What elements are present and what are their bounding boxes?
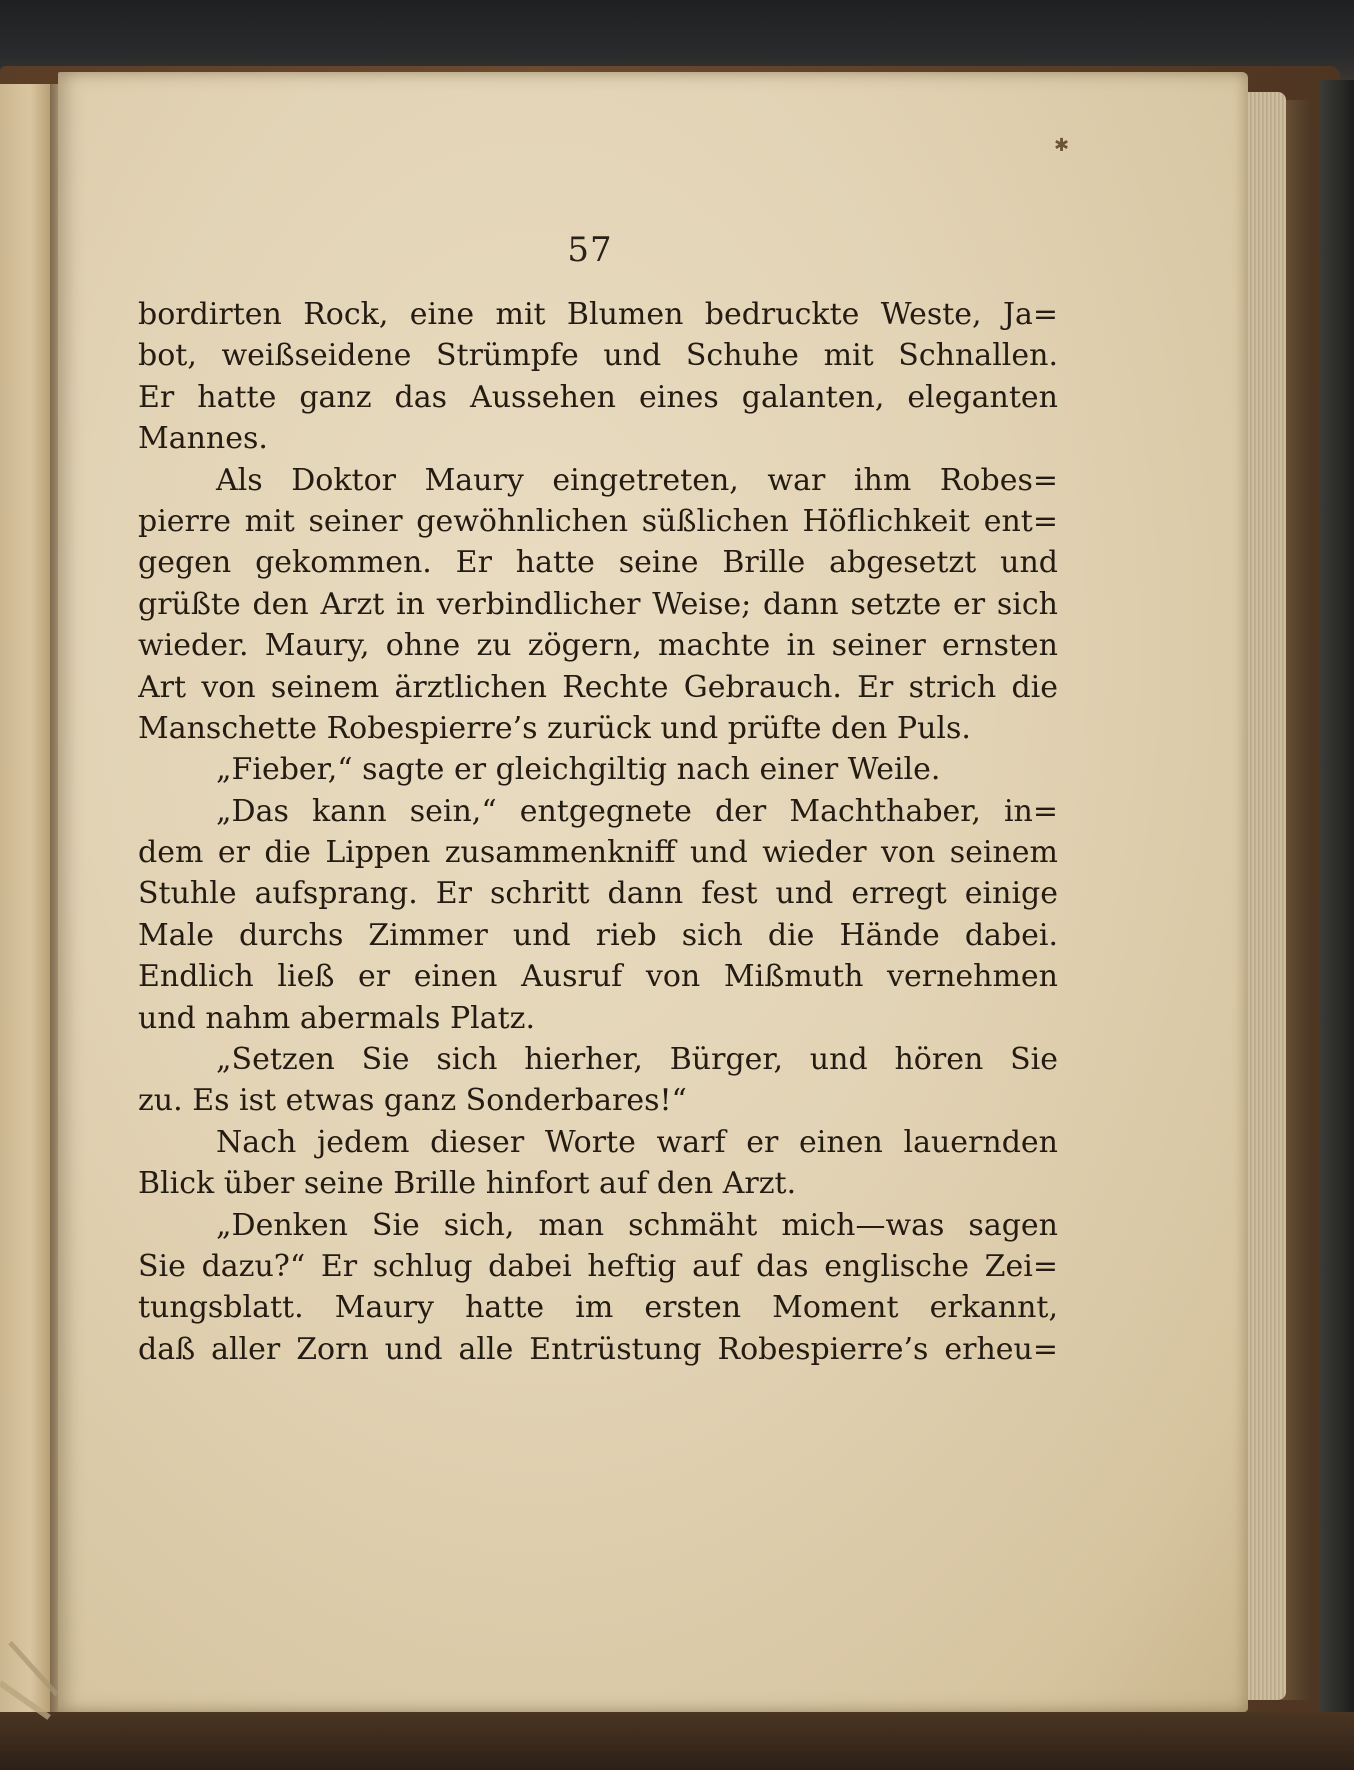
text-line: „Setzen Sie sich hierher, Bürger, und hören Sie (216, 1042, 1058, 1078)
text-line: und nahm abermals Platz. (138, 1000, 536, 1036)
text-line: Sie dazu?“ Er schlug dabei heftig auf das englische Zei= (138, 1248, 1058, 1284)
text-line: Er hatte ganz das Aussehen eines galanten, eleganten (138, 379, 1058, 415)
text-line: bordirten Rock, eine mit Blumen bedruckte Weste, Ja= (138, 297, 1058, 332)
bottom-cover-edge (0, 1712, 1354, 1770)
text-line: Nach jedem dieser Worte warf er einen lauernden (216, 1124, 1058, 1160)
page-number: 57 (567, 230, 613, 270)
paper-speck-mark: ✱ (1054, 135, 1070, 156)
text-line: „Fieber,“ sagte er gleichgiltig nach einer Weile. (216, 752, 941, 788)
book-cover-edge (1320, 80, 1354, 1770)
text-line: Manschette Robespierre’s zurück und prüfte den Puls. (138, 710, 971, 746)
text-line: wieder. Maury, ohne zu zögern, machte in seiner ernsten (138, 628, 1058, 664)
text-line: dem er die Lippen zusammenkniff und wieder von seinem (138, 835, 1058, 871)
text-line: Art von seinem ärztlichen Rechte Gebrauch. Er strich die (138, 669, 1058, 705)
text-line: Blick über seine Brille hinfort auf den Arzt. (138, 1166, 797, 1202)
text-line: pierre mit seiner gewöhnlichen süßlichen Höflichkeit ent= (138, 503, 1058, 539)
text-line: bot, weißseidene Strümpfe und Schuhe mit Schnallen. (138, 338, 1058, 374)
left-facing-page (0, 84, 52, 1770)
text-line: tungsblatt. Maury hatte im ersten Moment erkannt, (138, 1290, 1058, 1326)
text-line: gegen gekommen. Er hatte seine Brille abgesetzt und (138, 545, 1058, 581)
text-line: grüßte den Arzt in verbindlicher Weise; dann setzte er sich (138, 586, 1058, 622)
text-line: Mannes. (138, 421, 268, 457)
text-line: „Das kann sein,“ entgegnete der Machthaber, in= (216, 793, 1058, 829)
text-line: daß aller Zorn und alle Entrüstung Robespierre’s erheu= (138, 1331, 1058, 1367)
text-line: zu. Es ist etwas ganz Sonderbares!“ (138, 1083, 687, 1119)
text-line: Als Doktor Maury eingetreten, war ihm Robes= (216, 462, 1058, 498)
page-block-shadow (1282, 100, 1312, 1700)
text-line: Stuhle aufsprang. Er schritt dann fest und erregt einige (138, 876, 1058, 912)
text-line: „Denken Sie sich, man schmäht mich—was sagen (216, 1207, 1058, 1243)
text-line: Male durchs Zimmer und rieb sich die Hände dabei. (138, 917, 1058, 953)
text-line: Endlich ließ er einen Ausruf von Mißmuth vernehmen (138, 959, 1058, 995)
page-body-text (138, 294, 1058, 1370)
